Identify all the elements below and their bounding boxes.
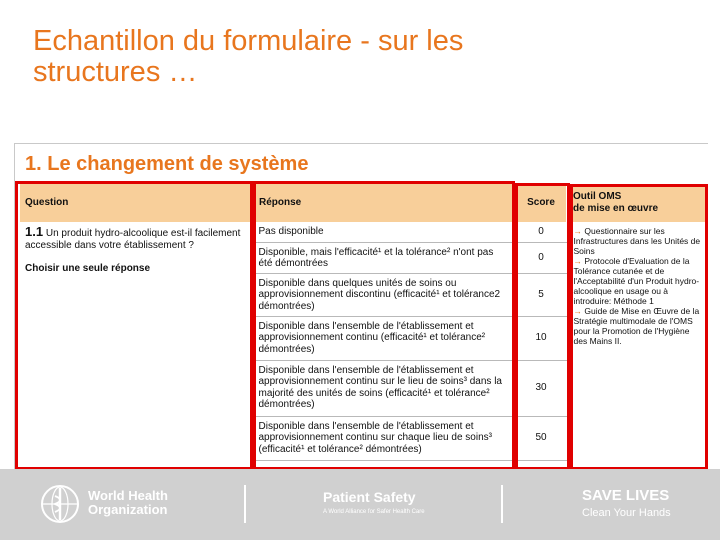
tool-text: Guide de Mise en Œuvre de la Stratégie multimodale de l'OMS pour la Promotion de l'Hygiène des Mains II. (573, 306, 700, 346)
tool-item[interactable] (574, 256, 704, 306)
column-header-tool (567, 184, 709, 222)
arrow-right-icon: → (573, 226, 582, 236)
tool-text: Protocole d'Evaluation de la Tolérance cutanée et de l'Acceptabilité d'un Produit hydro-alcoolique en usage ou à introduire: Méthode 1 (573, 256, 700, 306)
tool-text: Questionnaire sur les Infrastructures dans les Unités de Soins (573, 226, 701, 256)
slide-title-line2: structures … (33, 56, 198, 88)
footer-divider (501, 485, 503, 523)
score-value-4: 10 (515, 316, 567, 360)
column-header-response: Réponse (253, 184, 515, 222)
table-row (20, 222, 709, 242)
save-lives-title: SAVE LIVES (582, 487, 670, 504)
patient-safety-title: Patient Safety (323, 489, 416, 505)
form-heading: 1. Le changement de système (25, 153, 309, 175)
footer-bar (0, 469, 720, 540)
tool-header-line2: de mise en œuvre (573, 203, 659, 214)
score-value-6: 50 (515, 416, 567, 460)
question-instruction: Choisir une seule réponse (25, 263, 151, 274)
tool-header-line1: Outil OMS (573, 191, 622, 202)
question-text: Un produit hydro-alcoolique est-il facilement accessible dans votre établissement ? (25, 228, 241, 251)
who-line2: Organization (88, 502, 168, 517)
tool-item[interactable] (574, 306, 704, 346)
score-value-3: 5 (515, 273, 567, 316)
question-cell (20, 222, 253, 460)
question-number: 1.1 (25, 224, 44, 239)
clean-hands-subtitle: Clean Your Hands (582, 507, 671, 519)
tool-cell (567, 222, 709, 460)
patient-safety-subtitle: A World Alliance for Safer Health Care (323, 509, 425, 515)
who-emblem-icon (40, 484, 80, 524)
who-line1: World Health (88, 488, 168, 503)
arrow-right-icon: → (573, 256, 582, 266)
who-logo-text (88, 489, 168, 517)
response-option-3[interactable]: Disponible dans quelques unités de soins ou approvisionnement discontinu (efficacité¹ et tolérance2 démontrées) (253, 273, 515, 316)
table-header-row (20, 184, 709, 222)
response-option-4[interactable]: Disponible dans l'ensemble de l'établissement et approvisionnement continu (efficacité¹ et tolérance² démontrées) (253, 316, 515, 360)
response-option-1[interactable]: Pas disponible (253, 222, 515, 242)
slide-title-line1: Echantillon du formulaire - sur les (33, 25, 464, 57)
form-sample (14, 143, 708, 473)
tool-item[interactable] (574, 226, 704, 256)
column-header-score: Score (515, 184, 567, 222)
response-option-6[interactable]: Disponible dans l'ensemble de l'établissement et approvisionnement continu sur chaque lieu de soins³ (efficacité¹ et tolérance² démontrées) (253, 416, 515, 460)
footer-divider (244, 485, 246, 523)
score-value-2: 0 (515, 242, 567, 273)
arrow-right-icon: → (573, 306, 582, 316)
slide-title (33, 26, 673, 88)
score-value-5: 30 (515, 360, 567, 416)
column-header-question: Question (20, 184, 253, 222)
score-value-1: 0 (515, 222, 567, 242)
survey-table (20, 184, 710, 461)
response-option-2[interactable]: Disponible, mais l'efficacité¹ et la tolérance² n'ont pas été démontrées (253, 242, 515, 273)
response-option-5[interactable]: Disponible dans l'ensemble de l'établissement et approvisionnement continu sur le lieu de soins³ dans la majorité des unités de soins (efficacité¹ et tolérance² démontrées) (253, 360, 515, 416)
